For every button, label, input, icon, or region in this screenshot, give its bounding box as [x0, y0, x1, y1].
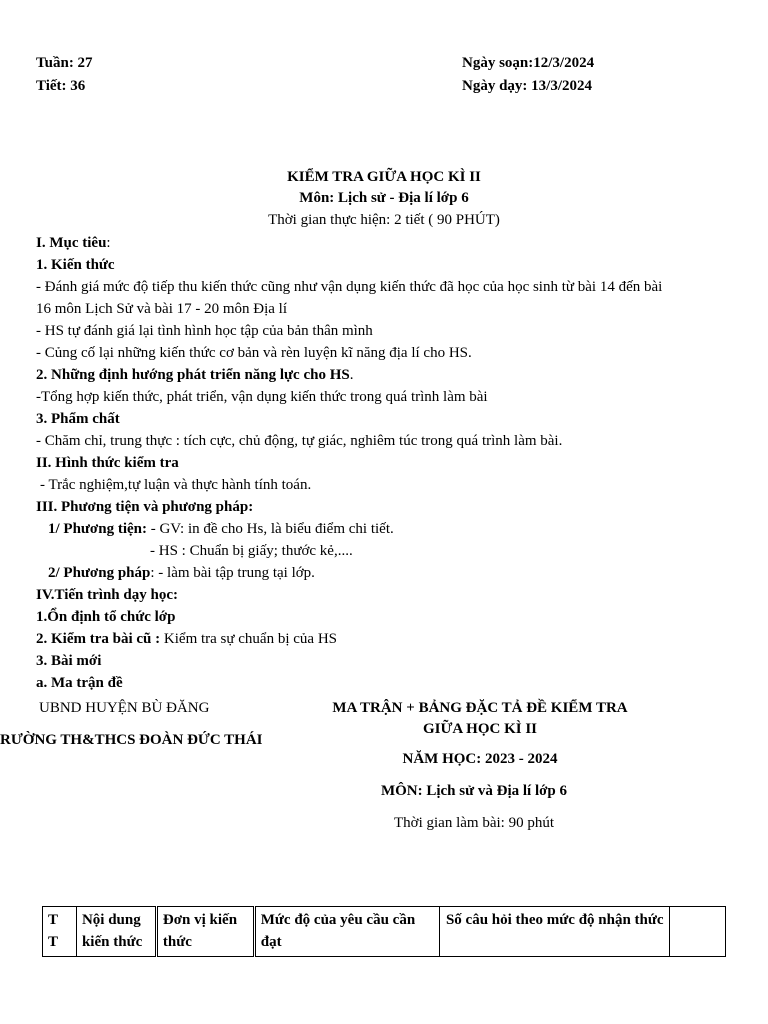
duration-line: Thời gian thực hiện: 2 tiết ( 90 PHÚT) [268, 212, 500, 228]
exam-title: KIỂM TRA GIỮA HỌC KÌ II [287, 169, 481, 185]
new-lesson: 3. Bài mới [36, 653, 102, 669]
matrix-subject: MÔN: Lịch sử và Địa lí lớp 6 [380, 783, 568, 799]
header-cell-empty [670, 907, 726, 957]
matrix-title-line1: MA TRẬN + BẢNG ĐẶC TẢ ĐỀ KIỂM TRA [332, 700, 628, 716]
format-line: - Trắc nghiệm,tự luận và thực hành tính toán. [40, 477, 312, 493]
competency-label: 2. Những định hướng phát triển năng lực cho HS [36, 367, 350, 383]
objectives-heading [36, 232, 736, 254]
means-label: 1/ Phương tiện: [48, 521, 147, 537]
header-cell-questions: Số câu hỏi theo mức độ nhận thức [440, 907, 670, 957]
quality-line: - Chăm chỉ, trung thực : tích cực, chủ động, tự giác, nghiêm túc trong quá trình làm bài. [36, 433, 563, 449]
matrix-heading: a. Ma trận đề [36, 675, 123, 691]
class-stabilize: 1.Ổn định tổ chức lớp [36, 609, 176, 625]
lesson-plan-body [36, 232, 736, 694]
means-teacher: - GV: in đề cho Hs, là biểu điểm chi tiết. [146, 521, 394, 537]
process-heading: IV.Tiến trình dạy học: [36, 587, 178, 603]
matrix-title-line2: GIỮA HỌC KÌ II [422, 721, 538, 737]
means-student: - HS : Chuẩn bị giấy; thước kẻ,.... [150, 543, 353, 559]
week-label: Tuần: 27 [36, 55, 93, 71]
knowledge-line: - Củng cố lại những kiến thức cơ bản và rèn luyện kĩ năng địa lí cho HS. [36, 345, 472, 361]
review-text: Kiểm tra sự chuẩn bị của HS [160, 631, 337, 647]
lesson-label: Tiết: 36 [36, 78, 86, 94]
review-row [36, 628, 736, 650]
header-cell-unit: Đơn vị kiến thức [156, 907, 254, 957]
competency-heading [36, 364, 736, 386]
method-text: : - làm bài tập trung tại lớp. [150, 565, 315, 581]
knowledge-heading: 1. Kiến thức [36, 257, 115, 273]
school-name: RƯỜNG TH&THCS ĐOÀN ĐỨC THÁI [0, 732, 263, 748]
quality-heading: 3. Phẩm chất [36, 411, 120, 427]
header-cell-content: Nội dung kiến thức [76, 907, 156, 957]
means-row [36, 518, 736, 540]
exam-duration: Thời gian làm bài: 90 phút [394, 815, 554, 831]
table-header-row [43, 907, 726, 957]
knowledge-line: - HS tự đánh giá lại tình hình học tập của bản thân mình [36, 323, 373, 339]
header-cell-level: Mức độ của yêu cầu cần đạt [254, 907, 440, 957]
spec-matrix-table [42, 906, 726, 957]
teach-date: Ngày dạy: 13/3/2024 [462, 78, 593, 94]
competency-dot: . [349, 367, 354, 383]
competency-line: -Tổng hợp kiến thức, phát triển, vận dụng kiến thức trong quá trình làm bài [36, 389, 488, 405]
objectives-label: I. Mục tiêu [36, 235, 107, 251]
prepare-date: Ngày soạn:12/3/2024 [462, 55, 595, 71]
subject-line: Môn: Lịch sử - Địa lí lớp 6 [299, 190, 469, 206]
format-heading: II. Hình thức kiểm tra [36, 455, 179, 471]
school-year: NĂM HỌC: 2023 - 2024 [402, 751, 558, 767]
header-cell-tt: T T [43, 907, 77, 957]
objectives-colon: : [106, 235, 111, 251]
knowledge-line: - Đánh giá mức độ tiếp thu kiến thức cũng như vận dụng kiến thức đã học của học sinh từ bài 14 đến bài [36, 279, 663, 295]
review-label: 2. Kiểm tra bài cũ : [36, 631, 161, 647]
district-committee: UBND HUYỆN BÙ ĐĂNG [39, 700, 210, 716]
knowledge-line: 16 môn Lịch Sử và bài 17 - 20 môn Địa lí [36, 301, 288, 317]
method-row [36, 562, 736, 584]
method-label: 2/ Phương pháp [48, 565, 151, 581]
means-heading: III. Phương tiện và phương pháp: [36, 499, 254, 515]
